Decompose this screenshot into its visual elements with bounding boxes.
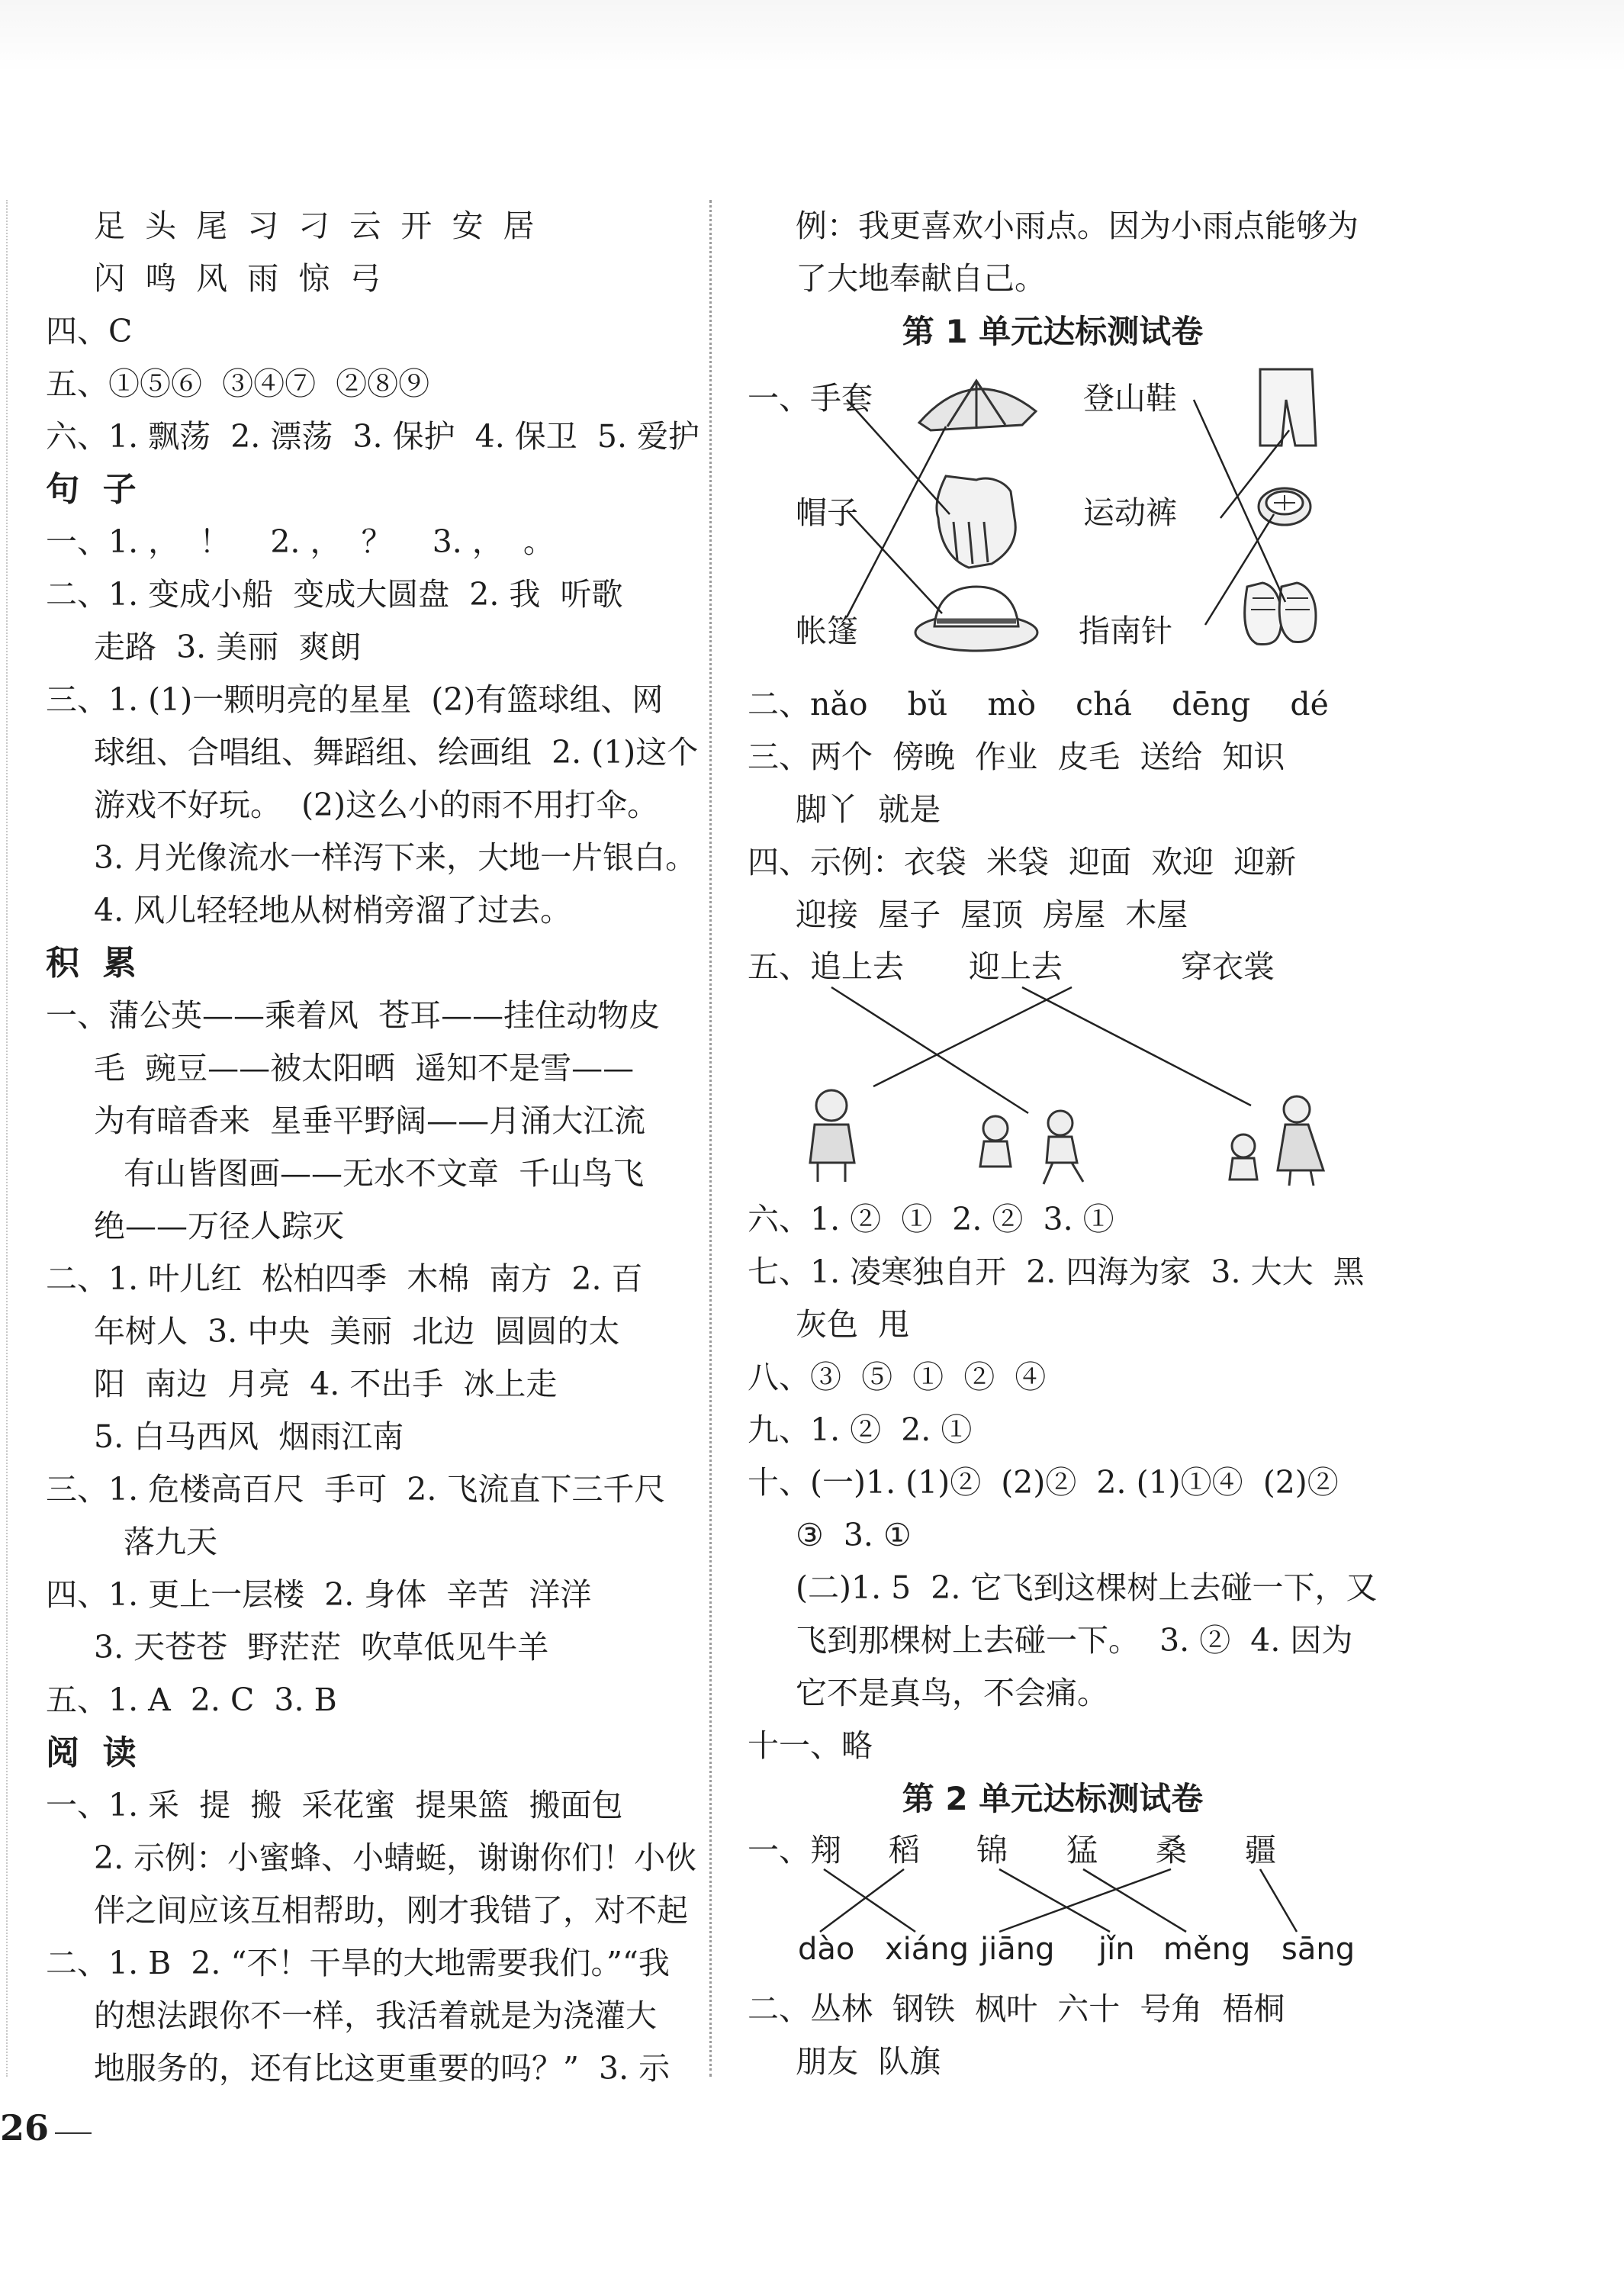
char-xiang: 一、翔 — [748, 1832, 841, 1868]
match-word-sports-pants: 运动裤 — [1083, 494, 1177, 531]
child-dressing-icon — [810, 1090, 854, 1182]
answer-line: 足 头 尾 习 刁 云 开 安 居 — [94, 208, 535, 244]
answer-line: 三、两个 傍晚 作业 皮毛 送给 知识 — [748, 739, 1285, 775]
answer-line: 的想法跟你不一样，我活着就是为浇灌大 — [94, 1997, 657, 2034]
answer-line: 5. 白马西风 烟雨江南 — [94, 1418, 404, 1455]
answer-line: 六、1. ② ① 2. ② 3. ① — [748, 1201, 1114, 1237]
section-heading-accumulate: 积 累 — [46, 944, 137, 983]
answer-line: 七、1. 凌寒独自开 2. 四海为家 3. 大大 黑 — [748, 1254, 1365, 1290]
answer-line: 闪 鸣 风 雨 惊 弓 — [94, 260, 381, 297]
answer-line: 八、③ ⑤ ① ② ④ — [748, 1359, 1047, 1395]
page-number: 26 — [0, 2107, 50, 2148]
pinyin-jiang: jiāng — [980, 1932, 1055, 1967]
answer-line: 十、(一)1. (1)② (2)② 2. (1)①④ (2)② — [748, 1464, 1339, 1501]
answer-line: 3. 天苍苍 野茫茫 吹草低见牛羊 — [94, 1629, 549, 1665]
answer-line: 伴之间应该互相帮助，刚才我错了，对不起 — [94, 1892, 688, 1929]
compass-icon — [1259, 488, 1310, 525]
unit2-q1-matching — [748, 1825, 1434, 1983]
unit1-q5-matching — [748, 941, 1434, 1193]
unit1-q5-figure — [748, 941, 1434, 1193]
answer-line: 地服务的，还有比这更重要的吗？” 3. 示 — [94, 2050, 671, 2087]
match-word-gloves: 一、手套 — [748, 380, 873, 417]
unit1-q6-q11 — [748, 1193, 1587, 1772]
answer-line: 一、1. ， ！ 2. ， ？ 3. ， 。 — [46, 523, 555, 560]
answer-line: 3. 月光像流水一样泻下来，大地一片银白。 — [94, 839, 697, 876]
answer-line: 走路 3. 美丽 爽朗 — [94, 629, 362, 665]
answer-line: 二、丛林 钢铁 枫叶 六十 号角 梧桐 — [748, 1991, 1285, 2027]
match-word-hiking-shoes: 登山鞋 — [1083, 380, 1177, 417]
mother-child-icon — [1230, 1096, 1323, 1186]
answer-line: 例：我更喜欢小雨点。因为小雨点能够为 — [796, 208, 1359, 244]
answer-line: 二、1. B 2. “不！干旱的大地需要我们。”“我 — [46, 1945, 670, 1981]
answer-line: 绝——万径人踪灭 — [94, 1208, 344, 1244]
phrase-dress: 穿衣裳 — [1181, 948, 1275, 985]
right-top-lines — [748, 200, 1587, 305]
answer-line: 三、1. 危楼高百尺 手可 2. 飞流直下三千尺 — [46, 1471, 666, 1508]
children-chasing-icon — [980, 1111, 1083, 1184]
char-meng: 猛 — [1066, 1832, 1098, 1868]
char-jiang: 疆 — [1245, 1832, 1276, 1868]
answer-line: 三、1. (1)一颗明亮的星星 (2)有篮球组、网 — [46, 681, 664, 718]
answer-line: 了大地奉献自己。 — [796, 260, 1046, 297]
reading-section — [46, 1779, 697, 2095]
left-top-lines — [46, 200, 700, 463]
matching-lines — [847, 400, 1289, 625]
answer-line: 朋友 队旗 — [796, 2043, 941, 2080]
gloves-icon — [937, 476, 1015, 568]
left-column — [46, 200, 700, 2095]
pinyin-meng: měng — [1163, 1932, 1251, 1967]
accumulate-section — [46, 990, 687, 1727]
pinyin-jin: jǐn — [1098, 1932, 1135, 1967]
matching-lines — [831, 987, 1251, 1113]
answer-line: 飞到那棵树上去碰一下。 3. ② 4. 因为 — [796, 1622, 1353, 1659]
unit1-test-title: 第 1 单元达标测试卷 — [902, 313, 1204, 350]
pinyin-dao: dào — [798, 1932, 855, 1967]
answer-line: 九、1. ② 2. ① — [748, 1411, 973, 1448]
unit2-test-title: 第 2 单元达标测试卷 — [902, 1780, 1204, 1817]
answer-line: 迎接 屋子 屋顶 房屋 木屋 — [796, 896, 1188, 933]
answer-line: 一、1. 采 提 搬 采花蜜 提果篮 搬面包 — [46, 1787, 623, 1823]
answer-line: ③ 3. ① — [796, 1517, 912, 1553]
char-dao: 稻 — [889, 1832, 920, 1868]
answer-line: (二)1. 5 2. 它飞到这棵树上去碰一下，又 — [796, 1569, 1378, 1606]
answer-line: 五、1. A 2. C 3. B — [46, 1682, 337, 1718]
answer-line: 4. 风儿轻轻地从树梢旁溜了过去。 — [94, 892, 572, 928]
unit2-q2 — [748, 1983, 1587, 2088]
unit1-q1-matching — [748, 358, 1358, 678]
tent-icon — [919, 381, 1036, 430]
section-heading-sentence: 句 子 — [46, 470, 137, 509]
answer-line: 六、1. 飘荡 2. 漂荡 3. 保护 4. 保卫 5. 爱护 — [46, 418, 700, 455]
answer-line: 二、1. 变成小船 变成大圆盘 2. 我 听歌 — [46, 576, 623, 613]
answer-line: 四、1. 更上一层楼 2. 身体 辛苦 洋洋 — [46, 1576, 592, 1613]
phrase-meet: 迎上去 — [969, 948, 1063, 985]
answer-line: 球组、合唱组、舞蹈组、绘画组 2. (1)这个 — [94, 734, 699, 771]
answer-line: 为有暗香来 星垂平野阔——月涌大江流 — [94, 1102, 646, 1139]
answer-line: 五、①⑤⑥ ③④⑦ ②⑧⑨ — [46, 365, 430, 402]
char-sang: 桑 — [1156, 1832, 1187, 1868]
left-margin-rule — [6, 200, 8, 2077]
pinyin-sang: sāng — [1282, 1932, 1355, 1967]
match-word-tent: 帐篷 — [796, 613, 858, 649]
top-shadow-band — [0, 0, 1624, 72]
match-word-hat: 帽子 — [796, 494, 858, 531]
pants-icon — [1260, 369, 1316, 446]
answer-line: 它不是真鸟，不会痛。 — [796, 1675, 1108, 1711]
answer-line: 游戏不好玩。 (2)这么小的雨不用打伞。 — [94, 787, 659, 823]
hat-icon — [915, 587, 1037, 651]
page-number-rule — [55, 2132, 92, 2134]
answer-line: 阳 南边 月亮 4. 不出手 冰上走 — [94, 1366, 558, 1402]
unit2-q1-lines — [748, 1825, 1434, 1983]
unit1-q2-q4 — [748, 678, 1587, 941]
answer-line: 二、nǎo bǔ mò chá dēng dé — [748, 686, 1329, 723]
answer-line: 有山皆图画——无水不文章 千山鸟飞 — [124, 1155, 645, 1192]
answer-line: 年树人 3. 中央 美丽 北边 圆圆的太 — [94, 1313, 620, 1350]
match-word-compass: 指南针 — [1079, 613, 1172, 649]
column-divider — [709, 200, 712, 2077]
pinyin-xiang: xiáng — [885, 1932, 970, 1967]
answer-line: 毛 豌豆——被太阳晒 遥知不是雪—— — [94, 1050, 635, 1086]
char-jin: 锦 — [976, 1832, 1008, 1868]
answer-line: 灰色 甩 — [796, 1306, 910, 1343]
matching-lines — [820, 1869, 1297, 1932]
answer-line: 落九天 — [124, 1524, 217, 1560]
right-column — [748, 200, 1587, 2088]
answer-line: 一、蒲公英——乘着风 苍耳——挂住动物皮 — [46, 997, 661, 1034]
answer-line: 脚丫 就是 — [796, 791, 941, 828]
answer-line: 二、1. 叶儿红 松柏四季 木棉 南方 2. 百 — [46, 1260, 643, 1297]
sentence-section — [46, 516, 699, 937]
answer-line: 四、C — [46, 313, 133, 349]
answer-line: 十一、略 — [748, 1727, 873, 1764]
answer-line: 2. 示例：小蜜蜂、小蜻蜓，谢谢你们！小伙 — [94, 1839, 697, 1876]
unit1-q1-figure — [748, 358, 1358, 678]
answer-line: 四、示例：衣袋 米袋 迎面 欢迎 迎新 — [748, 844, 1297, 880]
section-heading-reading: 阅 读 — [46, 1733, 137, 1772]
phrase-chase: 五、追上去 — [748, 948, 904, 985]
